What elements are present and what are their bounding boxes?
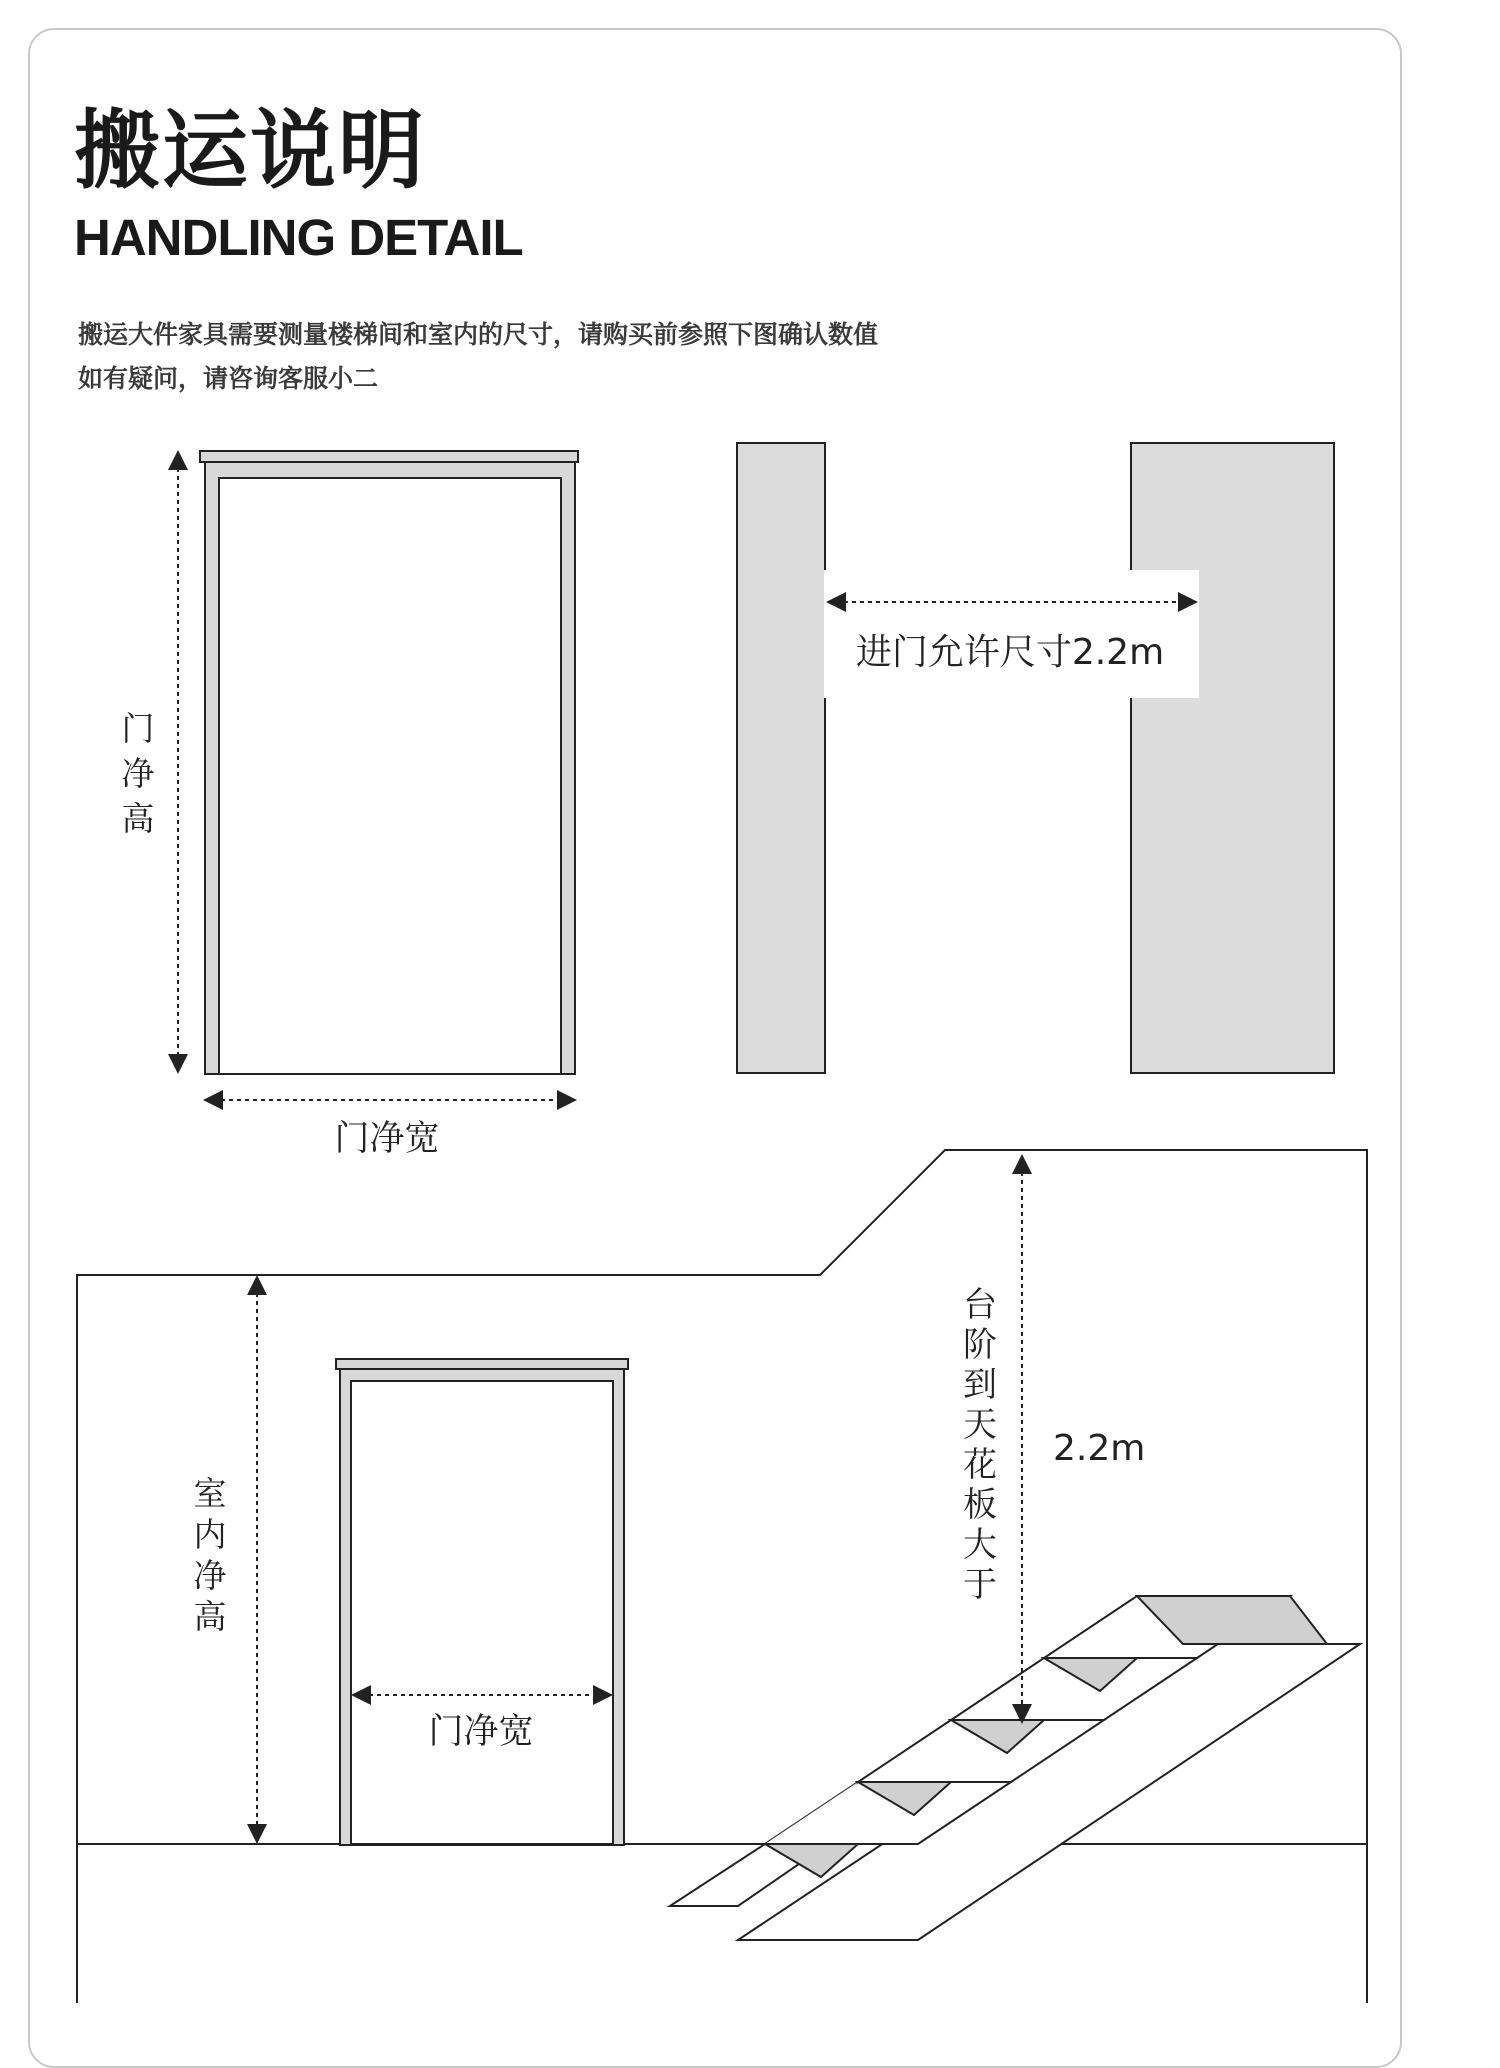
stair-ceiling-label-8: 于	[963, 1565, 997, 1605]
stair-ceiling-value: 2.2m	[1053, 1428, 1146, 1469]
corridor-diagram	[737, 443, 1334, 1073]
door-height-label-3: 高	[121, 799, 155, 838]
stair-ceiling-label-3: 到	[963, 1365, 997, 1405]
door-width-label: 门净宽	[334, 1119, 440, 1159]
indoor-height-label-3: 净	[193, 1556, 227, 1595]
corridor-wall-left	[737, 443, 825, 1073]
indoor-height-label-4: 高	[193, 1597, 227, 1636]
page-subtitle: HANDLING DETAIL	[74, 209, 523, 266]
room-stairs-diagram	[77, 1150, 1367, 2003]
corridor-wall-right	[1131, 443, 1334, 1073]
stair-ceiling-label-5: 花	[963, 1445, 997, 1485]
staircase	[670, 1596, 1360, 1940]
stair-ceiling-label-4: 天	[963, 1405, 997, 1445]
page-title: 搬运说明	[74, 101, 426, 201]
stair-ceiling-label-1: 台	[963, 1285, 997, 1325]
indoor-height-label-1: 室	[193, 1474, 227, 1513]
room-door-lintel	[336, 1359, 628, 1369]
door-lintel	[200, 451, 578, 462]
stair-ceiling-label-6: 板	[963, 1485, 997, 1525]
room-door-width-label: 门净宽	[428, 1712, 534, 1752]
indoor-height-label-2: 内	[193, 1515, 227, 1554]
door-opening	[219, 478, 561, 1074]
stair-ceiling-label-2: 阶	[963, 1325, 997, 1365]
description-line-2: 如有疑问，请咨询客服小二	[78, 364, 379, 393]
stair-ceiling-label-7: 大	[963, 1525, 997, 1565]
description-line-1: 搬运大件家具需要测量楼梯间和室内的尺寸，请购买前参照下图确认数值	[78, 320, 879, 349]
door-diagram	[122, 451, 579, 1159]
room-door-opening	[351, 1381, 613, 1844]
door-height-label-2: 净	[121, 754, 155, 793]
door-height-label-1: 门	[121, 709, 155, 748]
corridor-allow-label: 进门允许尺寸2.2m	[855, 632, 1165, 673]
